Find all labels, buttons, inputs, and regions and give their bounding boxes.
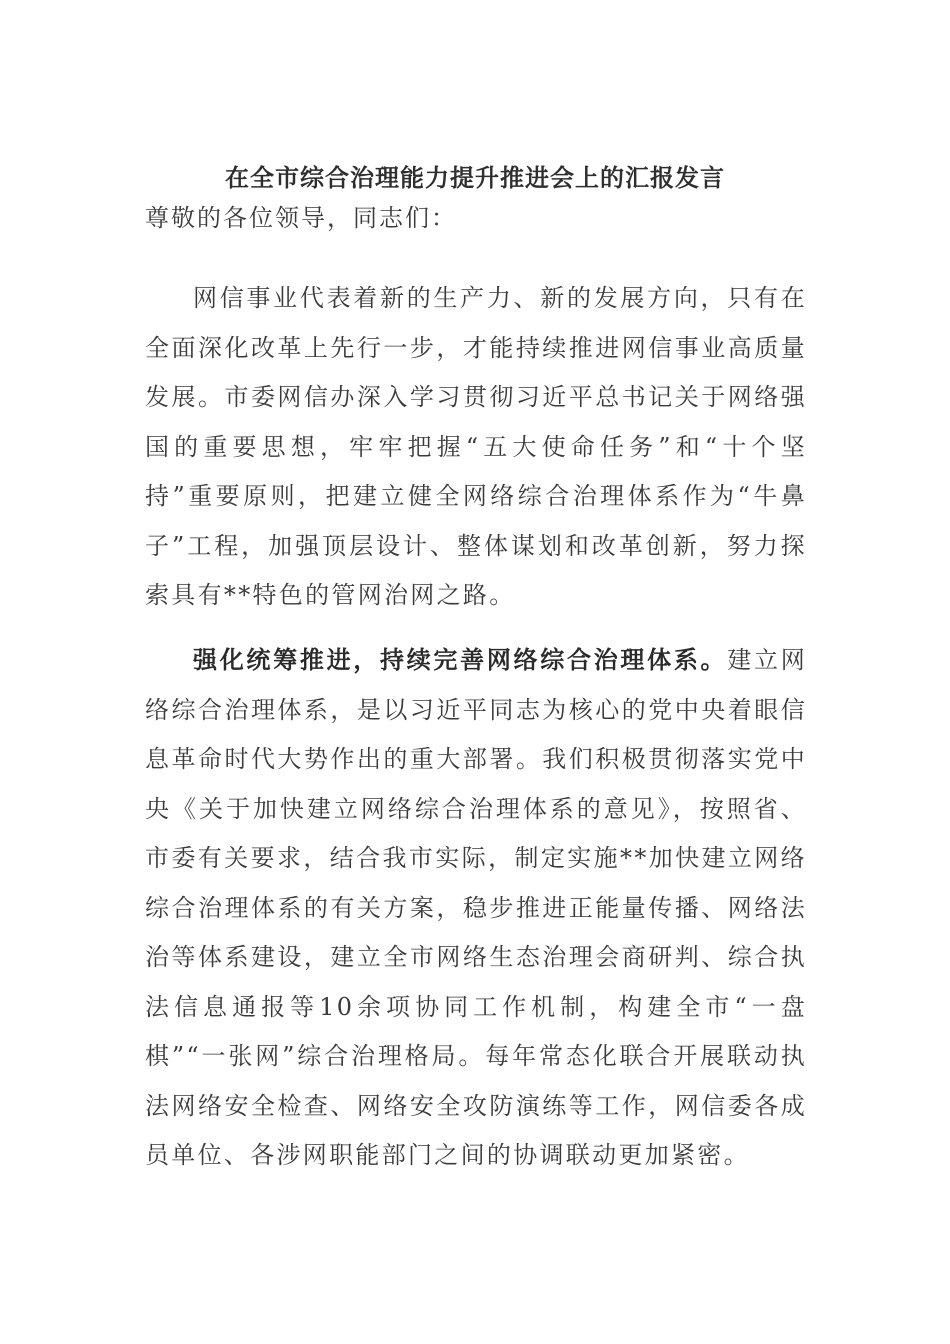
document-title: 在全市综合治理能力提升推进会上的汇报发言 <box>225 164 725 192</box>
section-heading: 强化统筹推进，持续完善网络综合治理体系。 <box>193 646 728 674</box>
section-body: 建立网络综合治理体系，是以习近平同志为核心的党中央着眼信息革命时代大势作出的重大部署。我们积极贯彻落实党中央《关于加快建立网络综合治理体系的意见》，按照省、市委有关要求，结合我市实际，制定实施**加快建立网络综合治理体系的有关方案，稳步推进正能量传播、网络法治等体系建设，建立全市网络生态治理会商研判、综合执法信息通报等10余项协同工作机制，构建全市“一盘棋”“一张网”综合治理格局。每年常态化联合开展联动执法网络安全检查、网络安全攻防演练等工作，网信委各成员单位、各涉网职能部门之间的协调联动更加紧密。 <box>145 646 807 1169</box>
salutation: 尊敬的各位领导，同志们： <box>145 204 457 232</box>
paragraph-section-1 <box>145 636 807 1181</box>
paragraph-intro: 网信事业代表着新的生产力、新的发展方向，只有在全面深化改革上先行一步，才能持续推进网信事业高质量发展。市委网信办深入学习贯彻习近平总书记关于网络强国的重要思想，牢牢把握“五大使命任务”和“十个坚持”重要原则，把建立健全网络综合治理体系作为“牛鼻子”工程，加强顶层设计、整体谋划和改革创新，努力探索具有**特色的管网治网之路。 <box>145 284 807 609</box>
